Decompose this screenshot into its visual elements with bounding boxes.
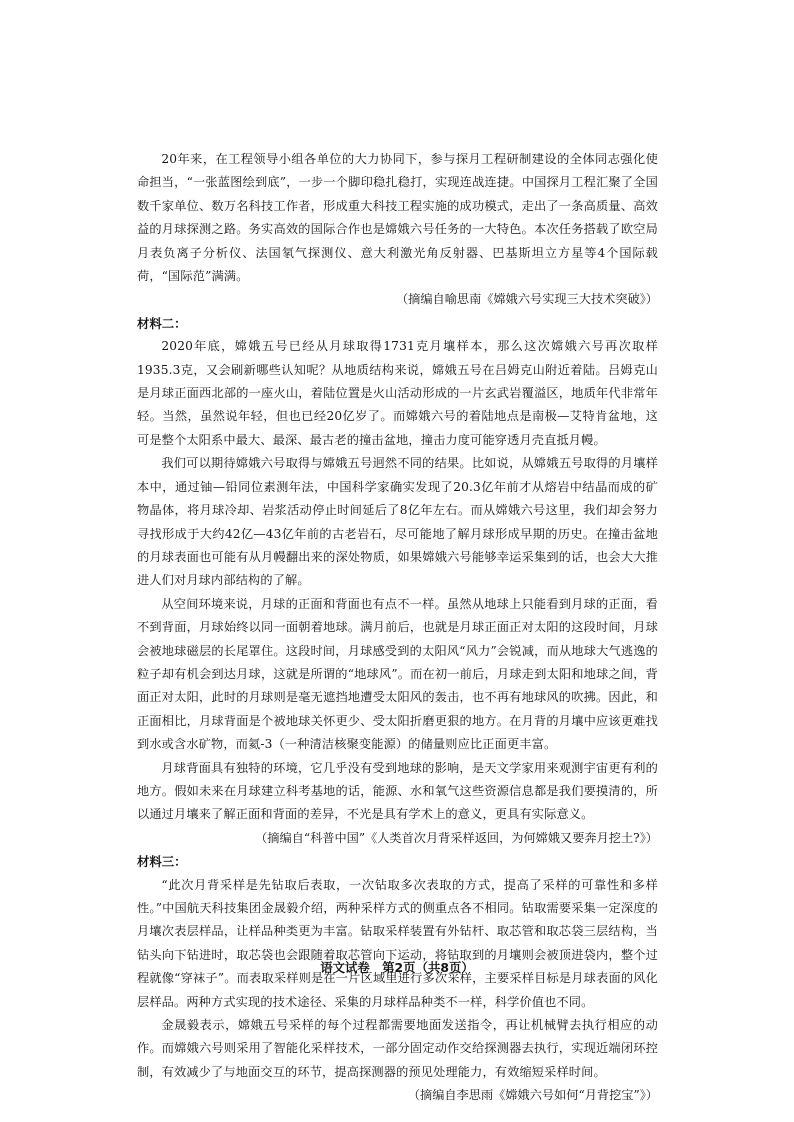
intro-source: （摘编自喻思南《嫦娥六号实现三大技术突破》）	[395, 292, 658, 307]
material2-paragraph-3: 从空间环境来说，月球的正面和背面也有点不一样。虽然从地球上只能看到月球的正面，看不到背面，月球始终以同一面朝着地球。满月前后，也就是月球正面正对太阳的这段时间，月球会被地球磁层的长尾罩住。这段时间，月球感受到的太阳风“风力”会锐减，而从地球大气逃逸的粒子却有机会到达月球，这就是所谓的“地球风”。而在初一前后，月球走到太阳和地球之间，背面正对太阳，此时的月球则是毫无遮挡地遭受太阳风的轰击，也不再有地球风的吹拂。因此，和正面相比，月球背面是个被地球关怀更少、受太阳折磨更狠的地方。在月背的月壤中应该更难找到水或含水矿物，而氦-3（一种清洁核聚变能源）的储量则应比正面更丰富。	[137, 596, 658, 752]
material2-paragraph-4: 月球背面具有独特的环境，它几乎没有受到地球的影响，是天文学家用来观测宇宙更有利的地方。假如未来在月球建立科考基地的话，能源、水和氧气这些资源信息都是我们要摸清的，所以通过月壤来了解正面和背面的差异，不光是具有学术上的意义，更具有实际意义。	[137, 760, 658, 822]
material3-paragraph-2: 金晟毅表示，嫦娥五号采样的每个过程都需要地面发送指令，再让机械臂去执行相应的动作。而嫦娥六号则采用了智能化采样技术，一部分固定动作交给探测器去执行，实现近端闭环控制，有效减少了与地面交互的环节，提高探测器的预见处理能力，有效缩短采样时间。	[137, 1018, 658, 1079]
material2-heading: 材料二：	[137, 315, 187, 331]
page-footer: 语文试卷 第2页（共8页）	[320, 960, 474, 975]
intro-paragraph: 20年来，在工程领导小组各单位的大力协同下，参与探月工程研制建设的全体同志强化使命担当，“一张蓝图绘到底”，一步一个脚印稳扎稳打，实现连战连捷。中国探月工程汇聚了全国数千家单位、数万名科技工作者，形成重大科技工程实施的成功模式，走出了一条高质量、高效益的月球探测之路。务实高效的国际合作也是嫦娥六号任务的一大特色。本次任务搭载了欧空局月表负离子分析仪、法国氡气探测仪、意大利激光角反射器、巴基斯坦立方星等4个国际载荷，“国际范”满满。	[137, 152, 658, 284]
material2-paragraph-1: 2020年底，嫦娥五号已经从月球取得1731克月壤样本，那么这次嫦娥六号再次取样1935.3克，又会刷新哪些认知呢？从地质结构来说，嫦娥五号在吕姆克山附近着陆。吕姆克山是月球正面西北部的一座火山，着陆位置是火山活动形成的一片玄武岩覆溢区，地质年代非常年轻。当然，虽然说年轻，但也已经20亿岁了。而嫦娥六号的着陆地点是南极—艾特肯盆地，这可是整个太阳系中最大、最深、最古老的撞击盆地，撞击力度可能穿透月壳直抵月幔。	[137, 339, 658, 447]
material2-paragraph-2: 我们可以期待嫦娥六号取得与嫦娥五号迥然不同的结果。比如说，从嫦娥五号取得的月壤样本中，通过铀—铅同位素测年法，中国科学家确实发现了20.3亿年前才从熔岩中结晶而成的矿物晶体，将月球冷却、岩浆活动停止时间延后了8亿年左右。而从嫦娥六号这里，我们却会努力寻找形成于大约42亿—43亿年前的古老岩石，尽可能地了解月球形成早期的历史。在撞击盆地的月球表面也可能有从月幔翻出来的深处物质，如果嫦娥六号能够幸运采集到的话，也会大大推进人们对月球内部结构的了解。	[137, 456, 658, 588]
material3-paragraph-1: “此次月背采样是先钻取后表取，一次钻取多次表取的方式，提高了采样的可靠性和多样性。”中国航天科技集团金晟毅介绍，两种采样方式的侧重点各不相同。钻取需要采集一定深度的月壤次表层样品，让样品种类更为丰富。钻取采样装置有外钻杆、取芯管和取芯袋三层结构，当钻头向下钻进时，取芯袋也会跟随着取芯管向下运动，将钻取到的月壤则会被顶进袋内，整个过程就像“穿袜子”。而表取采样则是在一片区域里进行多次采样，主要采样目标是月球表面的风化层样品。两种方式实现的技术途径、采集的月球样品种类不一样，科学价值也不同。	[137, 877, 658, 1009]
material3-heading: 材料三：	[137, 854, 187, 870]
material3-source: （摘编自李思雨《嫦娥六号如何“月背挖宝”》）	[407, 1088, 658, 1103]
material2-source: （摘编自“科普中国”《人类首次月背采样返回，为何嫦娥又要奔月挖土?》）	[255, 830, 658, 845]
